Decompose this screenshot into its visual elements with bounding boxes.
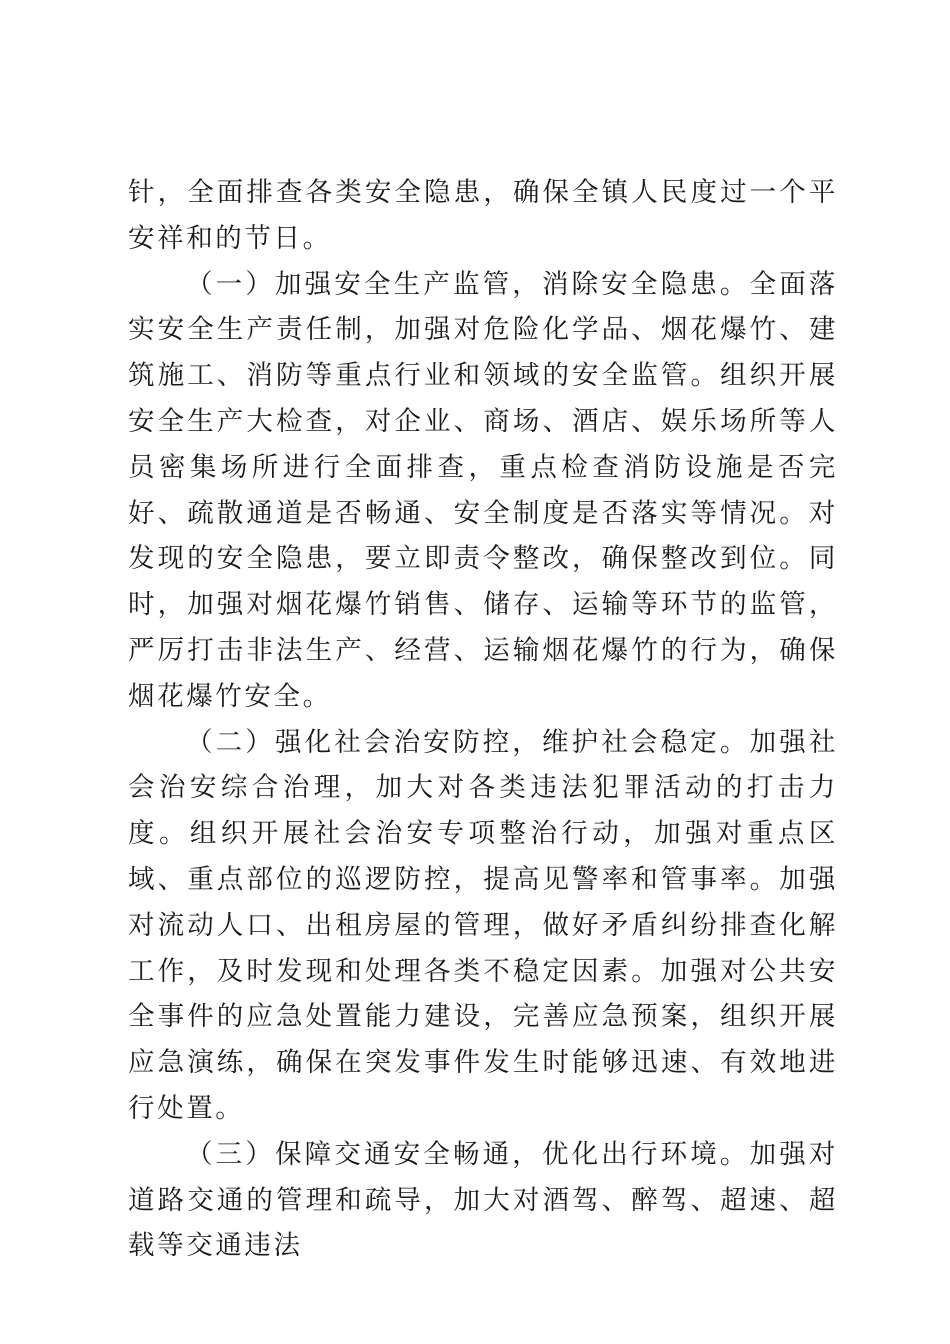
- paragraph-section-1-safety-production: （一）加强安全生产监管，消除安全隐患。全面落实安全生产责任制，加强对危险化学品、烟花爆竹、建筑施工、消防等重点行业和领域的安全监管。组织开展安全生产大检查，对企业、商场、酒店、娱乐场所等人员密集场所进行全面排查，重点检查消防设施是否完好、疏散通道是否畅通、安全制度是否落实等情况。对发现的安全隐患，要立即责令整改，确保整改到位。同时，加强对烟花爆竹销售、储存、运输等环节的监管，严厉打击非法生产、经营、运输烟花爆竹的行为，确保烟花爆竹安全。: [128, 268, 838, 712]
- paragraph-section-2-public-security: （二）强化社会治安防控，维护社会稳定。加强社会治安综合治理，加大对各类违法犯罪活动的打击力度。组织开展社会治安专项整治行动，加强对重点区域、重点部位的巡逻防控，提高见警率和管事率。加强对流动人口、出租房屋的管理，做好矛盾纠纷排查化解工作，及时发现和处理各类不稳定因素。加强对公共安全事件的应急处置能力建设，完善应急预案，组织开展应急演练，确保在突发事件发生时能够迅速、有效地进行处置。: [128, 726, 838, 1124]
- paragraph-section-3-traffic-safety: （三）保障交通安全畅通，优化出行环境。加强对道路交通的管理和疏导，加大对酒驾、醉驾、超速、超载等交通违法: [128, 1138, 838, 1262]
- document-body: [128, 170, 838, 1269]
- paragraph-continuation: 针，全面排查各类安全隐患，确保全镇人民度过一个平安祥和的节日。: [128, 177, 838, 254]
